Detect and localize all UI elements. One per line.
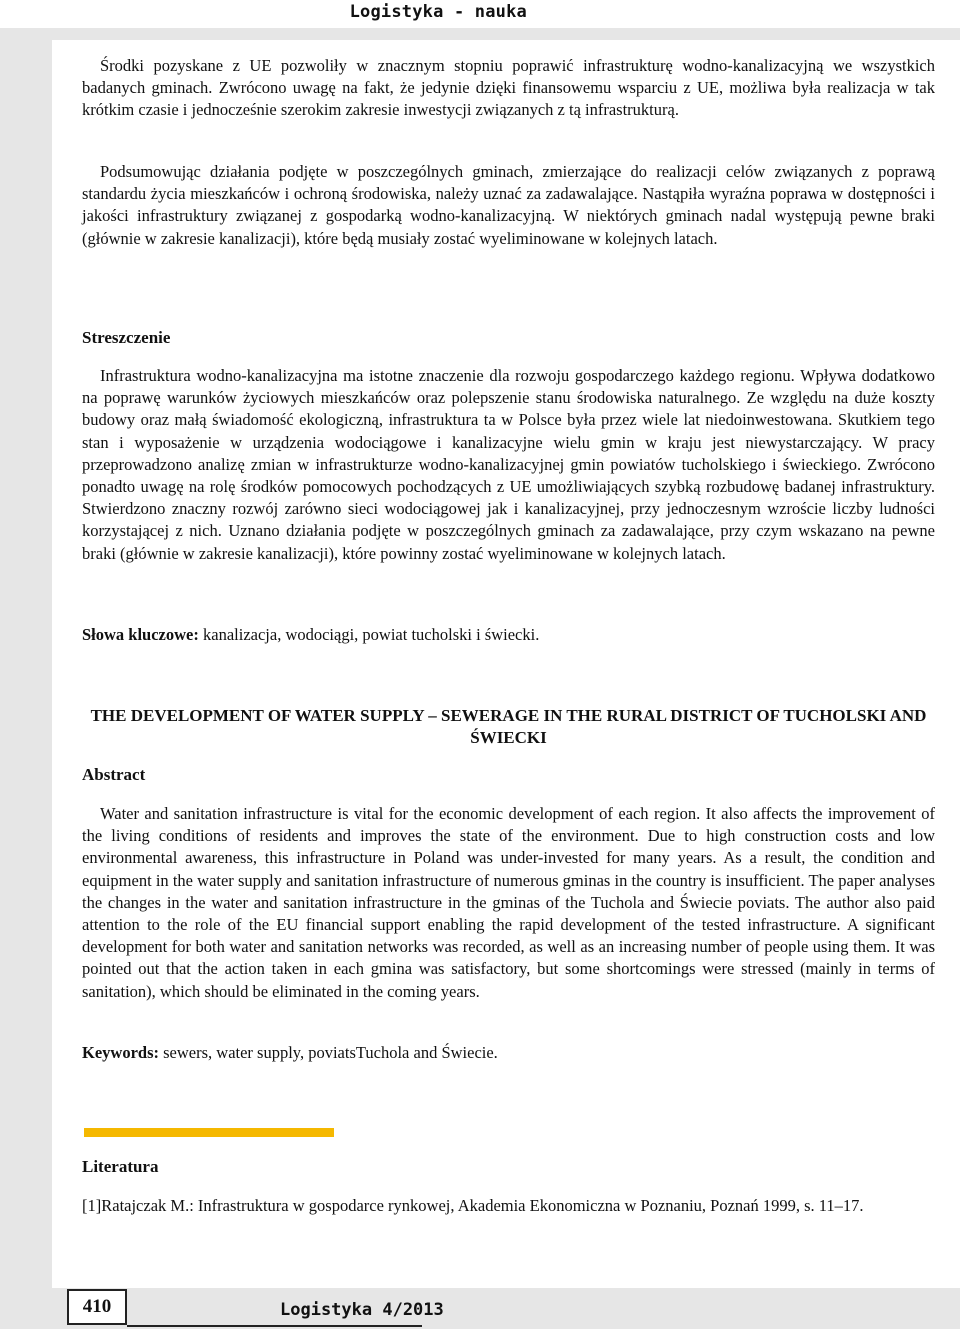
english-keywords-value: sewers, water supply, poviatsTuchola and Świecie.	[159, 1043, 498, 1062]
footer-rule	[127, 1325, 422, 1327]
summary-keywords	[82, 624, 935, 646]
summary-heading: Streszczenie	[82, 328, 171, 347]
page-number: 410	[82, 1296, 112, 1317]
running-header-title: Logistyka - nauka	[349, 2, 527, 22]
summary-keywords-value: kanalizacja, wodociągi, powiat tucholski i świecki.	[198, 625, 540, 644]
body-paragraph-2: Podsumowując działania podjęte w poszczególnych gminach, zmierzające do realizacji celów związanych z poprawą standardu życia mieszkańców i ochroną środowiska, należy uznać za zadawalające. Nastąpiła wyraźna poprawa w dostępności i jakości infrastruktury związanej z gospodarką wodno-kanalizacyjną. W niektórych gminach nadal występują pewne braki (głównie w zakresie kanalizacji), które będą musiały zostać wyeliminowane w kolejnych latach.	[82, 162, 935, 248]
accent-divider-bar	[84, 1128, 334, 1137]
page-number-box	[67, 1289, 127, 1325]
references-heading: Literatura	[82, 1157, 159, 1176]
english-keywords	[82, 1042, 935, 1064]
english-keywords-label: Keywords:	[82, 1043, 159, 1062]
abstract-text: Water and sanitation infrastructure is vital for the economic development of each region. It also affects the improvement of the living conditions of residents and improves the state of the environment. Due to high construction costs and low environmental awareness, this infrastructure in Poland was under-invested for many years. As a result, the condition and equipment in the water supply and sanitation infrastructure of numerous gminas in the country is insufficient. The paper analyses the changes in the water and sanitation infrastructure in the gminas of the Tuchola and Świecie poviats. The author also paid attention to the role of the EU financial support enabling the rapid development of the tested infrastructure. A significant development for both water and sanitation networks was recorded, as well as an increasing number of people using them. It was pointed out that the action taken in each gmina was satisfactory, but some shortcomings were stressed (mainly in terms of sanitation), which should be eliminated in the coming years.	[82, 804, 935, 1001]
summary-keywords-label: Słowa kluczowe:	[82, 625, 199, 644]
page-shade-bottom	[0, 1288, 960, 1329]
page-shade-left	[0, 28, 52, 1329]
footer-journal-title: Logistyka 4/2013	[280, 1300, 444, 1320]
page-header	[0, 0, 960, 28]
body-paragraph-1: Środki pozyskane z UE pozwoliły w znacznym stopniu poprawić infrastrukturę wodno-kanalizacyjną we wszystkich badanych gminach. Zwrócono uwagę na fakt, że jedynie dzięki finansowemu wsparciu z UE, możliwa była realizacja w tak krótkim czasie i jednocześnie szerokim zakresie inwestycji związanych z tą infrastrukturą.	[82, 56, 935, 120]
page-shade-top	[0, 28, 960, 40]
summary-text: Infrastruktura wodno-kanalizacyjna ma istotne znaczenie dla rozwoju gospodarczego każdego regionu. Wpływa dodatkowo na poprawę warunków życiowych mieszkańców oraz polepszenie stanu środowiska naturalnego. Ze względu na duże koszty budowy oraz małą świadomość ekologiczną, infrastruktura ta w Polsce była przez wiele lat niedoinwestowana. Skutkiem tego stan i wyposażenie w urządzenia wodociągowe i kanalizacyjne wielu gmin w kraju jest niewystarczający. W pracy przeprowadzono analizę zmian w infrastrukturze wodno-kanalizacyjnej gmin powiatów tucholskiego i świeckiego. Zwrócono ponadto uwagę na rolę środków pomocowych pochodzących z UE umożliwiających szybką rozbudowę badanej infrastruktury. Stwierdzono znaczny rozwój zarówno sieci wodociągowej jak i kanalizacyjnej, przy jednoczesnym wzroście liczby ludności korzystającej z nich. Uznano działania podjęte w poszczególnych gminach za zadawalające, przy czym wskazano na pewne braki (głównie w zakresie kanalizacji), które powinny zostać wyeliminowane w kolejnych latach.	[82, 366, 935, 563]
abstract-heading: Abstract	[82, 765, 146, 784]
english-title: THE DEVELOPMENT OF WATER SUPPLY – SEWERAGE IN THE RURAL DISTRICT OF TUCHOLSKI AND ŚWIECKI	[90, 706, 927, 747]
reference-item: [1]Ratajczak M.: Infrastruktura w gospodarce rynkowej, Akademia Ekonomiczna w Poznaniu, Poznań 1999, s. 11–17.	[82, 1196, 864, 1215]
